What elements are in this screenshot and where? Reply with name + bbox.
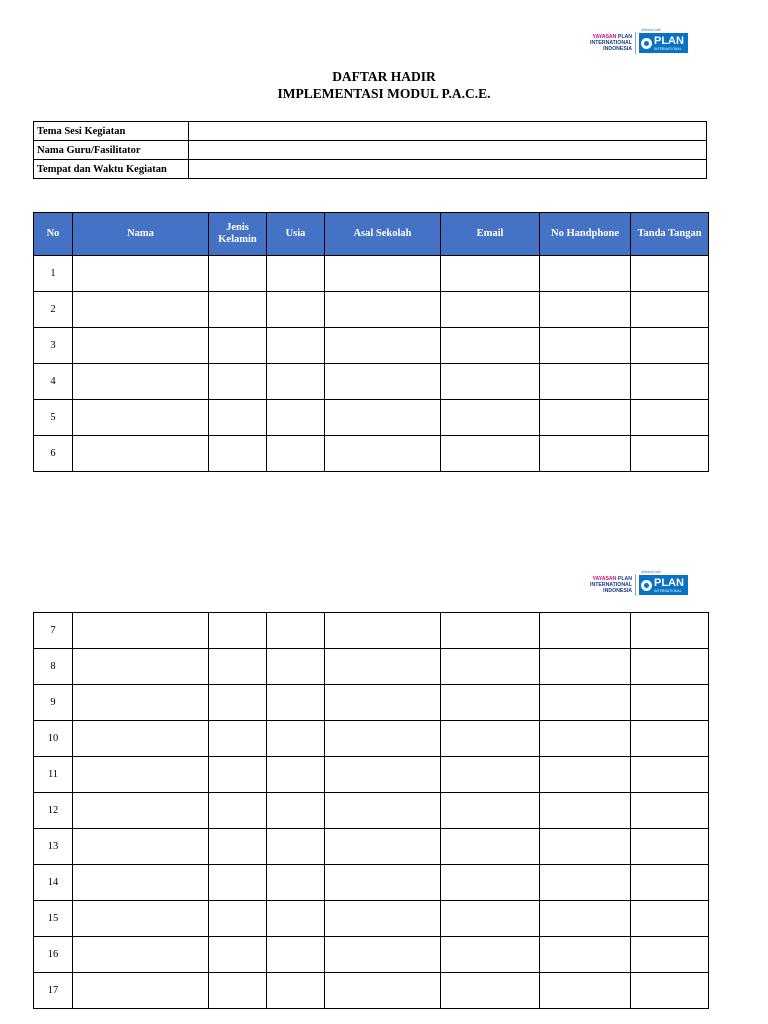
table-cell[interactable] [209,685,267,721]
table-cell[interactable] [209,973,267,1009]
table-cell[interactable] [209,937,267,973]
table-cell[interactable] [631,901,709,937]
table-cell[interactable] [441,901,540,937]
table-cell[interactable] [267,400,325,436]
table-cell[interactable] [73,793,209,829]
table-cell[interactable] [631,292,709,328]
column-header: Asal Sekolah [325,213,441,256]
table-cell[interactable] [325,685,441,721]
session-info-table [33,121,707,179]
table-cell[interactable] [209,256,267,292]
table-cell[interactable] [441,328,540,364]
column-header: No Handphone [540,213,631,256]
table-cell[interactable] [441,292,540,328]
table-cell[interactable] [209,721,267,757]
table-cell[interactable] [209,328,267,364]
table-cell[interactable] [325,721,441,757]
table-cell[interactable] [325,256,441,292]
table-cell[interactable] [441,937,540,973]
table-cell[interactable] [441,436,540,472]
table-cell[interactable] [267,721,325,757]
table-row [34,685,709,721]
table-cell[interactable] [267,793,325,829]
table-cell[interactable] [540,256,631,292]
table-cell[interactable] [325,613,441,649]
table-cell[interactable] [441,829,540,865]
table-cell[interactable] [325,436,441,472]
table-cell[interactable] [441,793,540,829]
table-cell[interactable] [325,364,441,400]
info-value-field[interactable] [189,160,707,179]
table-cell[interactable] [441,400,540,436]
table-cell[interactable] [325,937,441,973]
table-cell[interactable] [325,829,441,865]
table-cell[interactable] [73,829,209,865]
table-cell[interactable] [325,757,441,793]
table-cell[interactable] [441,364,540,400]
table-row [34,721,709,757]
info-label: Tempat dan Waktu Kegiatan [34,160,189,179]
row-number: 2 [34,292,73,328]
table-cell[interactable] [209,901,267,937]
row-number: 11 [34,757,73,793]
table-cell[interactable] [209,865,267,901]
row-number: 3 [34,328,73,364]
table-cell[interactable] [631,937,709,973]
table-cell[interactable] [631,721,709,757]
table-cell[interactable] [540,364,631,400]
table-cell[interactable] [540,400,631,436]
table-cell[interactable] [631,256,709,292]
table-row [34,973,709,1009]
table-cell[interactable] [73,649,209,685]
table-cell[interactable] [631,829,709,865]
table-cell[interactable] [631,757,709,793]
table-row [34,829,709,865]
table-cell[interactable] [540,757,631,793]
table-row [34,937,709,973]
table-cell[interactable] [631,973,709,1009]
logo-tagline: affiliated with [640,28,662,32]
table-cell[interactable] [73,256,209,292]
table-row [34,436,709,472]
row-number: 1 [34,256,73,292]
table-cell[interactable] [441,256,540,292]
logo-plan-text: PLAN [617,34,632,40]
table-cell[interactable] [441,757,540,793]
info-row [34,160,707,179]
table-cell[interactable] [267,328,325,364]
table-cell[interactable] [267,256,325,292]
table-cell[interactable] [73,901,209,937]
table-cell[interactable] [631,865,709,901]
column-header: No [34,213,73,256]
table-cell[interactable] [73,436,209,472]
table-cell[interactable] [267,649,325,685]
logo-indonesia-text: INDONESIA [603,46,632,52]
table-cell[interactable] [540,436,631,472]
table-cell[interactable] [73,865,209,901]
table-cell[interactable] [73,364,209,400]
table-cell[interactable] [209,649,267,685]
logo-divider [635,32,636,54]
table-row [34,292,709,328]
table-cell[interactable] [209,292,267,328]
table-cell[interactable] [73,757,209,793]
table-cell[interactable] [540,649,631,685]
organization-logo [590,28,688,54]
table-cell[interactable] [267,757,325,793]
table-cell[interactable] [631,436,709,472]
table-cell[interactable] [267,685,325,721]
row-number: 4 [34,364,73,400]
row-number: 10 [34,721,73,757]
table-cell[interactable] [540,829,631,865]
table-cell[interactable] [325,901,441,937]
info-value-field[interactable] [189,141,707,160]
info-label: Nama Guru/Fasilitator [34,141,189,160]
row-number: 15 [34,901,73,937]
table-cell[interactable] [441,685,540,721]
table-cell[interactable] [441,721,540,757]
badge-main-text: PLAN [653,34,684,47]
table-cell[interactable] [540,973,631,1009]
table-row [34,400,709,436]
table-row [34,364,709,400]
table-cell[interactable] [73,400,209,436]
row-number: 9 [34,685,73,721]
row-number: 16 [34,937,73,973]
plan-badge [639,33,688,53]
table-cell[interactable] [325,865,441,901]
table-cell[interactable] [209,757,267,793]
table-cell[interactable] [325,292,441,328]
column-header: Jenis Kelamin [209,213,267,256]
table-cell[interactable] [267,937,325,973]
attendance-table-page-1 [33,212,709,472]
table-cell[interactable] [540,721,631,757]
table-cell[interactable] [267,973,325,1009]
table-cell[interactable] [325,793,441,829]
table-cell[interactable] [540,685,631,721]
table-cell[interactable] [73,613,209,649]
row-number: 17 [34,973,73,1009]
column-header: Tanda Tangan [631,213,709,256]
plan-circle-icon [641,38,652,49]
logo-yayasan-text: YAYASAN [592,34,617,40]
table-row [34,793,709,829]
logo-international-text: INTERNATIONAL [590,40,632,46]
info-label: Tema Sesi Kegiatan [34,122,189,141]
info-value-field[interactable] [189,122,707,141]
table-cell[interactable] [441,865,540,901]
column-header: Email [441,213,540,256]
table-cell[interactable] [631,793,709,829]
row-number: 5 [34,400,73,436]
table-cell[interactable] [267,436,325,472]
table-cell[interactable] [631,328,709,364]
table-row [34,613,709,649]
table-cell[interactable] [267,613,325,649]
table-cell[interactable] [631,364,709,400]
table-cell[interactable] [631,400,709,436]
table-cell[interactable] [631,613,709,649]
table-cell[interactable] [631,685,709,721]
table-row [34,757,709,793]
table-cell[interactable] [540,613,631,649]
table-cell[interactable] [631,649,709,685]
row-number: 13 [34,829,73,865]
plan-circle-icon [641,580,652,591]
table-cell[interactable] [209,613,267,649]
table-cell[interactable] [325,649,441,685]
table-cell[interactable] [540,865,631,901]
column-header: Nama [73,213,209,256]
table-row [34,649,709,685]
table-cell[interactable] [209,793,267,829]
row-number: 6 [34,436,73,472]
table-cell[interactable] [267,829,325,865]
table-cell[interactable] [209,829,267,865]
table-cell[interactable] [73,721,209,757]
row-number: 12 [34,793,73,829]
table-cell[interactable] [267,364,325,400]
row-number: 14 [34,865,73,901]
column-header: Usia [267,213,325,256]
table-cell[interactable] [540,292,631,328]
info-row [34,122,707,141]
table-cell[interactable] [441,649,540,685]
row-number: 7 [34,613,73,649]
attendance-table-page-2 [33,612,709,1009]
table-row [34,901,709,937]
table-row [34,865,709,901]
table-cell[interactable] [540,901,631,937]
table-cell[interactable] [441,613,540,649]
page-subtitle: IMPLEMENTASI MODUL P.A.C.E. [277,86,491,101]
table-cell[interactable] [540,937,631,973]
table-cell[interactable] [209,364,267,400]
table-row [34,328,709,364]
table-cell[interactable] [209,436,267,472]
badge-sub-text: INTERNATIONAL [653,46,682,51]
table-cell[interactable] [540,793,631,829]
table-cell[interactable] [540,328,631,364]
table-cell[interactable] [267,865,325,901]
table-cell[interactable] [267,292,325,328]
table-cell[interactable] [73,685,209,721]
page-title: DAFTAR HADIR [332,69,436,84]
table-row [34,256,709,292]
table-cell[interactable] [325,400,441,436]
table-cell[interactable] [73,973,209,1009]
table-cell[interactable] [209,400,267,436]
table-cell[interactable] [325,328,441,364]
table-cell[interactable] [73,292,209,328]
organization-logo-page-2: YAYASAN PLAN INTERNATIONAL INDONESIA affiliated with PLAN INTERNATIONAL [590,574,688,596]
table-cell[interactable] [267,901,325,937]
table-cell[interactable] [325,973,441,1009]
table-cell[interactable] [73,937,209,973]
table-cell[interactable] [441,973,540,1009]
row-number: 8 [34,649,73,685]
table-cell[interactable] [73,328,209,364]
info-row [34,141,707,160]
